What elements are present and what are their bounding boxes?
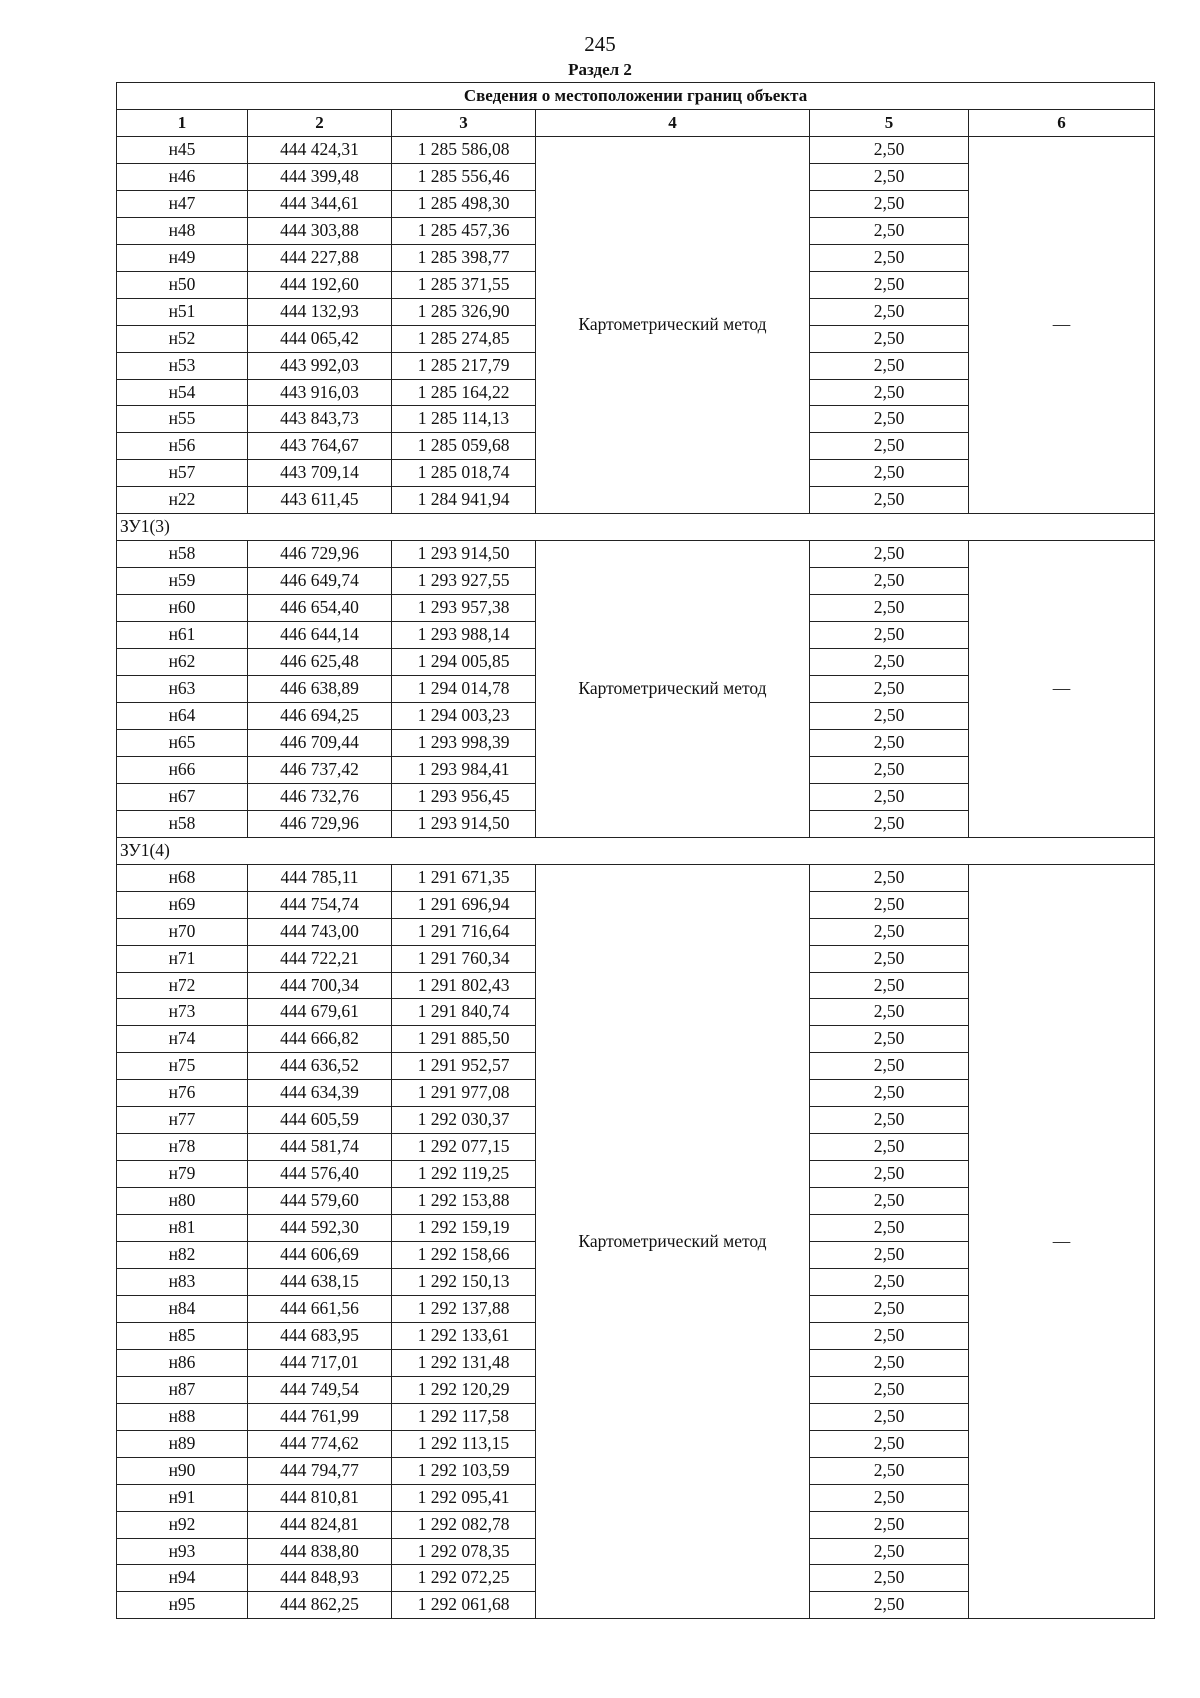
x-coordinate-cell: 444 700,34: [248, 972, 392, 999]
accuracy-cell: 2,50: [810, 217, 969, 244]
accuracy-cell: 2,50: [810, 676, 969, 703]
y-coordinate-cell: 1 293 988,14: [392, 622, 536, 649]
accuracy-cell: 2,50: [810, 433, 969, 460]
y-coordinate-cell: 1 291 716,64: [392, 918, 536, 945]
accuracy-cell: 2,50: [810, 649, 969, 676]
point-name-cell: н58: [117, 810, 248, 837]
x-coordinate-cell: 446 649,74: [248, 568, 392, 595]
point-name-cell: н77: [117, 1107, 248, 1134]
x-coordinate-cell: 444 606,69: [248, 1242, 392, 1269]
y-coordinate-cell: 1 285 457,36: [392, 217, 536, 244]
accuracy-cell: 2,50: [810, 1242, 969, 1269]
point-name-cell: н74: [117, 1026, 248, 1053]
accuracy-cell: 2,50: [810, 190, 969, 217]
x-coordinate-cell: 443 764,67: [248, 433, 392, 460]
accuracy-cell: 2,50: [810, 783, 969, 810]
y-coordinate-cell: 1 293 998,39: [392, 729, 536, 756]
page-number: 245: [584, 32, 616, 56]
y-coordinate-cell: 1 293 957,38: [392, 595, 536, 622]
x-coordinate-cell: 444 605,59: [248, 1107, 392, 1134]
point-name-cell: н53: [117, 352, 248, 379]
x-coordinate-cell: 443 709,14: [248, 460, 392, 487]
accuracy-cell: 2,50: [810, 702, 969, 729]
x-coordinate-cell: 444 749,54: [248, 1376, 392, 1403]
point-name-cell: н63: [117, 676, 248, 703]
accuracy-cell: 2,50: [810, 756, 969, 783]
x-coordinate-cell: 444 579,60: [248, 1188, 392, 1215]
accuracy-cell: 2,50: [810, 1430, 969, 1457]
point-name-cell: н22: [117, 487, 248, 514]
accuracy-cell: 2,50: [810, 891, 969, 918]
point-name-cell: н91: [117, 1484, 248, 1511]
point-name-cell: н95: [117, 1592, 248, 1619]
accuracy-cell: 2,50: [810, 918, 969, 945]
x-coordinate-cell: 444 666,82: [248, 1026, 392, 1053]
section-title: Раздел 2: [568, 60, 632, 79]
accuracy-cell: 2,50: [810, 1538, 969, 1565]
accuracy-cell: 2,50: [810, 1403, 969, 1430]
y-coordinate-cell: 1 285 114,13: [392, 406, 536, 433]
y-coordinate-cell: 1 292 120,29: [392, 1376, 536, 1403]
point-name-cell: н85: [117, 1322, 248, 1349]
y-coordinate-cell: 1 284 941,94: [392, 487, 536, 514]
accuracy-cell: 2,50: [810, 1295, 969, 1322]
column-number: 5: [810, 110, 969, 137]
y-coordinate-cell: 1 291 802,43: [392, 972, 536, 999]
point-name-cell: н56: [117, 433, 248, 460]
method-cell: Картометрический метод: [536, 541, 810, 837]
y-coordinate-cell: 1 285 018,74: [392, 460, 536, 487]
method-cell: Картометрический метод: [536, 136, 810, 513]
accuracy-cell: 2,50: [810, 1511, 969, 1538]
group-header-row: [117, 837, 1155, 864]
y-coordinate-cell: 1 292 061,68: [392, 1592, 536, 1619]
accuracy-cell: 2,50: [810, 1026, 969, 1053]
point-name-cell: н54: [117, 379, 248, 406]
point-name-cell: н87: [117, 1376, 248, 1403]
x-coordinate-cell: 444 399,48: [248, 163, 392, 190]
accuracy-cell: 2,50: [810, 595, 969, 622]
point-name-cell: н89: [117, 1430, 248, 1457]
y-coordinate-cell: 1 293 984,41: [392, 756, 536, 783]
x-coordinate-cell: 444 743,00: [248, 918, 392, 945]
x-coordinate-cell: 444 754,74: [248, 891, 392, 918]
accuracy-cell: 2,50: [810, 1215, 969, 1242]
x-coordinate-cell: 443 843,73: [248, 406, 392, 433]
point-name-cell: н71: [117, 945, 248, 972]
y-coordinate-cell: 1 294 005,85: [392, 649, 536, 676]
x-coordinate-cell: 444 761,99: [248, 1403, 392, 1430]
y-coordinate-cell: 1 292 072,25: [392, 1565, 536, 1592]
y-coordinate-cell: 1 292 159,19: [392, 1215, 536, 1242]
y-coordinate-cell: 1 291 885,50: [392, 1026, 536, 1053]
x-coordinate-cell: 444 679,61: [248, 999, 392, 1026]
accuracy-cell: 2,50: [810, 622, 969, 649]
accuracy-cell: 2,50: [810, 1188, 969, 1215]
y-coordinate-cell: 1 292 103,59: [392, 1457, 536, 1484]
accuracy-cell: 2,50: [810, 298, 969, 325]
y-coordinate-cell: 1 292 095,41: [392, 1484, 536, 1511]
point-name-cell: н64: [117, 702, 248, 729]
y-coordinate-cell: 1 292 131,48: [392, 1349, 536, 1376]
x-coordinate-cell: 444 717,01: [248, 1349, 392, 1376]
x-coordinate-cell: 444 303,88: [248, 217, 392, 244]
x-coordinate-cell: 446 709,44: [248, 729, 392, 756]
point-name-cell: н76: [117, 1080, 248, 1107]
point-name-cell: н60: [117, 595, 248, 622]
y-coordinate-cell: 1 292 153,88: [392, 1188, 536, 1215]
point-name-cell: н68: [117, 864, 248, 891]
point-name-cell: н61: [117, 622, 248, 649]
accuracy-cell: 2,50: [810, 1268, 969, 1295]
accuracy-cell: 2,50: [810, 568, 969, 595]
description-cell: —: [969, 136, 1155, 513]
x-coordinate-cell: 444 065,42: [248, 325, 392, 352]
y-coordinate-cell: 1 291 840,74: [392, 999, 536, 1026]
x-coordinate-cell: 444 824,81: [248, 1511, 392, 1538]
point-name-cell: н75: [117, 1053, 248, 1080]
point-name-cell: н90: [117, 1457, 248, 1484]
accuracy-cell: 2,50: [810, 1161, 969, 1188]
x-coordinate-cell: 446 638,89: [248, 676, 392, 703]
point-name-cell: н67: [117, 783, 248, 810]
x-coordinate-cell: 444 581,74: [248, 1134, 392, 1161]
accuracy-cell: 2,50: [810, 136, 969, 163]
y-coordinate-cell: 1 291 671,35: [392, 864, 536, 891]
x-coordinate-cell: 444 810,81: [248, 1484, 392, 1511]
group-label: ЗУ1(3): [117, 514, 1155, 541]
y-coordinate-cell: 1 285 586,08: [392, 136, 536, 163]
x-coordinate-cell: 444 638,15: [248, 1268, 392, 1295]
y-coordinate-cell: 1 285 556,46: [392, 163, 536, 190]
y-coordinate-cell: 1 292 117,58: [392, 1403, 536, 1430]
point-name-cell: н70: [117, 918, 248, 945]
x-coordinate-cell: 444 785,11: [248, 864, 392, 891]
accuracy-cell: 2,50: [810, 352, 969, 379]
accuracy-cell: 2,50: [810, 1080, 969, 1107]
y-coordinate-cell: 1 293 956,45: [392, 783, 536, 810]
accuracy-cell: 2,50: [810, 1565, 969, 1592]
point-name-cell: н57: [117, 460, 248, 487]
y-coordinate-cell: 1 291 696,94: [392, 891, 536, 918]
accuracy-cell: 2,50: [810, 325, 969, 352]
x-coordinate-cell: 444 838,80: [248, 1538, 392, 1565]
accuracy-cell: 2,50: [810, 1592, 969, 1619]
x-coordinate-cell: 446 729,96: [248, 810, 392, 837]
x-coordinate-cell: 444 344,61: [248, 190, 392, 217]
accuracy-cell: 2,50: [810, 1134, 969, 1161]
x-coordinate-cell: 446 654,40: [248, 595, 392, 622]
point-name-cell: н81: [117, 1215, 248, 1242]
y-coordinate-cell: 1 292 030,37: [392, 1107, 536, 1134]
point-name-cell: н48: [117, 217, 248, 244]
accuracy-cell: 2,50: [810, 972, 969, 999]
point-name-cell: н73: [117, 999, 248, 1026]
accuracy-cell: 2,50: [810, 1107, 969, 1134]
x-coordinate-cell: 444 192,60: [248, 271, 392, 298]
point-name-cell: н83: [117, 1268, 248, 1295]
y-coordinate-cell: 1 292 078,35: [392, 1538, 536, 1565]
x-coordinate-cell: 443 916,03: [248, 379, 392, 406]
group-label: ЗУ1(4): [117, 837, 1155, 864]
point-name-cell: н46: [117, 163, 248, 190]
x-coordinate-cell: 444 683,95: [248, 1322, 392, 1349]
x-coordinate-cell: 444 424,31: [248, 136, 392, 163]
point-name-cell: н82: [117, 1242, 248, 1269]
table-row: [117, 541, 1155, 568]
accuracy-cell: 2,50: [810, 1457, 969, 1484]
x-coordinate-cell: 444 636,52: [248, 1053, 392, 1080]
x-coordinate-cell: 444 774,62: [248, 1430, 392, 1457]
x-coordinate-cell: 444 592,30: [248, 1215, 392, 1242]
accuracy-cell: 2,50: [810, 379, 969, 406]
y-coordinate-cell: 1 291 977,08: [392, 1080, 536, 1107]
x-coordinate-cell: 444 227,88: [248, 244, 392, 271]
x-coordinate-cell: 446 729,96: [248, 541, 392, 568]
table-caption: Сведения о местоположении границ объекта: [117, 83, 1155, 110]
point-name-cell: н79: [117, 1161, 248, 1188]
point-name-cell: н50: [117, 271, 248, 298]
point-name-cell: н92: [117, 1511, 248, 1538]
group-header-row: [117, 514, 1155, 541]
y-coordinate-cell: 1 285 498,30: [392, 190, 536, 217]
accuracy-cell: 2,50: [810, 1322, 969, 1349]
x-coordinate-cell: 444 848,93: [248, 1565, 392, 1592]
y-coordinate-cell: 1 292 077,15: [392, 1134, 536, 1161]
y-coordinate-cell: 1 292 082,78: [392, 1511, 536, 1538]
column-number-row: [117, 110, 1155, 137]
y-coordinate-cell: 1 292 133,61: [392, 1322, 536, 1349]
y-coordinate-cell: 1 293 914,50: [392, 541, 536, 568]
y-coordinate-cell: 1 285 274,85: [392, 325, 536, 352]
table-caption-row: [117, 83, 1155, 110]
y-coordinate-cell: 1 285 371,55: [392, 271, 536, 298]
point-name-cell: н51: [117, 298, 248, 325]
y-coordinate-cell: 1 292 113,15: [392, 1430, 536, 1457]
y-coordinate-cell: 1 285 164,22: [392, 379, 536, 406]
point-name-cell: н84: [117, 1295, 248, 1322]
y-coordinate-cell: 1 285 398,77: [392, 244, 536, 271]
point-name-cell: н62: [117, 649, 248, 676]
x-coordinate-cell: 446 694,25: [248, 702, 392, 729]
y-coordinate-cell: 1 292 137,88: [392, 1295, 536, 1322]
accuracy-cell: 2,50: [810, 729, 969, 756]
accuracy-cell: 2,50: [810, 541, 969, 568]
x-coordinate-cell: 443 992,03: [248, 352, 392, 379]
accuracy-cell: 2,50: [810, 1376, 969, 1403]
x-coordinate-cell: 446 737,42: [248, 756, 392, 783]
accuracy-cell: 2,50: [810, 1053, 969, 1080]
x-coordinate-cell: 444 634,39: [248, 1080, 392, 1107]
point-name-cell: н80: [117, 1188, 248, 1215]
description-cell: —: [969, 541, 1155, 837]
x-coordinate-cell: 444 794,77: [248, 1457, 392, 1484]
y-coordinate-cell: 1 285 059,68: [392, 433, 536, 460]
y-coordinate-cell: 1 291 952,57: [392, 1053, 536, 1080]
x-coordinate-cell: 446 732,76: [248, 783, 392, 810]
point-name-cell: н55: [117, 406, 248, 433]
column-number: 2: [248, 110, 392, 137]
point-name-cell: н69: [117, 891, 248, 918]
y-coordinate-cell: 1 292 158,66: [392, 1242, 536, 1269]
x-coordinate-cell: 444 576,40: [248, 1161, 392, 1188]
column-number: 1: [117, 110, 248, 137]
y-coordinate-cell: 1 294 014,78: [392, 676, 536, 703]
accuracy-cell: 2,50: [810, 945, 969, 972]
point-name-cell: н88: [117, 1403, 248, 1430]
column-number: 3: [392, 110, 536, 137]
point-name-cell: н59: [117, 568, 248, 595]
y-coordinate-cell: 1 291 760,34: [392, 945, 536, 972]
x-coordinate-cell: 444 132,93: [248, 298, 392, 325]
point-name-cell: н94: [117, 1565, 248, 1592]
accuracy-cell: 2,50: [810, 1349, 969, 1376]
x-coordinate-cell: 444 722,21: [248, 945, 392, 972]
accuracy-cell: 2,50: [810, 406, 969, 433]
point-name-cell: н47: [117, 190, 248, 217]
accuracy-cell: 2,50: [810, 864, 969, 891]
table-row: [117, 136, 1155, 163]
point-name-cell: н86: [117, 1349, 248, 1376]
point-name-cell: н78: [117, 1134, 248, 1161]
x-coordinate-cell: 443 611,45: [248, 487, 392, 514]
method-cell: Картометрический метод: [536, 864, 810, 1619]
column-number: 4: [536, 110, 810, 137]
y-coordinate-cell: 1 285 326,90: [392, 298, 536, 325]
accuracy-cell: 2,50: [810, 244, 969, 271]
point-name-cell: н45: [117, 136, 248, 163]
point-name-cell: н65: [117, 729, 248, 756]
point-name-cell: н49: [117, 244, 248, 271]
point-name-cell: н52: [117, 325, 248, 352]
accuracy-cell: 2,50: [810, 1484, 969, 1511]
description-cell: —: [969, 864, 1155, 1619]
point-name-cell: н66: [117, 756, 248, 783]
y-coordinate-cell: 1 294 003,23: [392, 702, 536, 729]
y-coordinate-cell: 1 292 119,25: [392, 1161, 536, 1188]
x-coordinate-cell: 444 661,56: [248, 1295, 392, 1322]
boundary-table: [116, 82, 1155, 1619]
y-coordinate-cell: 1 293 914,50: [392, 810, 536, 837]
point-name-cell: н93: [117, 1538, 248, 1565]
accuracy-cell: 2,50: [810, 487, 969, 514]
point-name-cell: н58: [117, 541, 248, 568]
y-coordinate-cell: 1 292 150,13: [392, 1268, 536, 1295]
x-coordinate-cell: 446 625,48: [248, 649, 392, 676]
accuracy-cell: 2,50: [810, 163, 969, 190]
x-coordinate-cell: 446 644,14: [248, 622, 392, 649]
y-coordinate-cell: 1 285 217,79: [392, 352, 536, 379]
x-coordinate-cell: 444 862,25: [248, 1592, 392, 1619]
point-name-cell: н72: [117, 972, 248, 999]
accuracy-cell: 2,50: [810, 271, 969, 298]
column-number: 6: [969, 110, 1155, 137]
accuracy-cell: 2,50: [810, 999, 969, 1026]
accuracy-cell: 2,50: [810, 460, 969, 487]
y-coordinate-cell: 1 293 927,55: [392, 568, 536, 595]
table-row: [117, 864, 1155, 891]
accuracy-cell: 2,50: [810, 810, 969, 837]
